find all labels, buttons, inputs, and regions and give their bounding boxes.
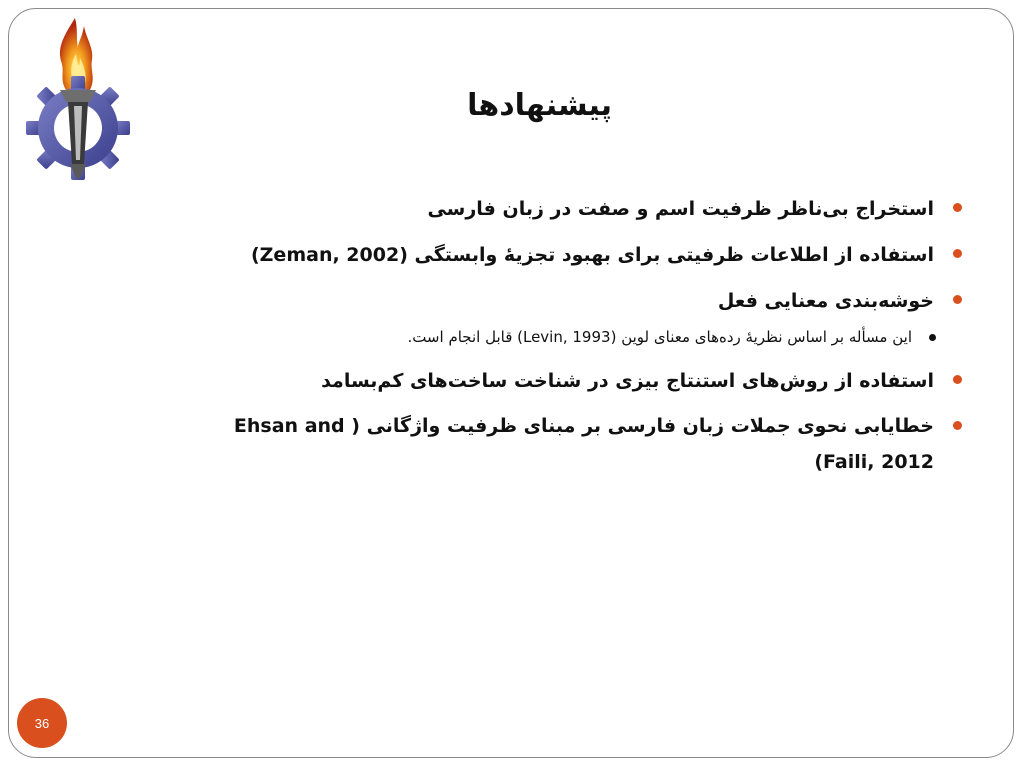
- bullet-dot-icon: [953, 421, 962, 430]
- sub-bullet-item: [176, 322, 966, 352]
- sub-bullet-text: این مسأله بر اساس نظریهٔ رده‌های معنای لوین (Levin, 1993) قابل انجام است.: [407, 328, 912, 346]
- bullet-text: استفاده از روش‌های استنتاج بیزی در شناخت ساخت‌های کم‌بسامد: [321, 370, 934, 392]
- page-number-badge: 36: [17, 698, 67, 748]
- bullet-item: [176, 236, 966, 274]
- bullet-dot-icon: [929, 334, 936, 341]
- bullet-text: استفاده از اطلاعات ظرفیتی برای بهبود تجزیهٔ وابستگی (Zeman, 2002): [250, 244, 934, 266]
- bullet-dot-icon: [953, 203, 962, 212]
- bullet-text: خوشه‌بندی معنایی فعل: [717, 290, 934, 312]
- bullet-dot-icon: [953, 249, 962, 258]
- bullet-item: [176, 282, 966, 320]
- bullet-text: استخراج بی‌ناظر ظرفیت اسم و صفت در زبان فارسی: [427, 198, 934, 220]
- bullet-text: خطایابی نحوی جملات زبان فارسی بر مبنای ظرفیت واژگانی ( Ehsan and Faili, 2012): [233, 415, 934, 473]
- slide-title: پیشنهادها: [467, 88, 612, 123]
- bullet-list: [176, 190, 966, 488]
- bullet-dot-icon: [953, 295, 962, 304]
- bullet-item: [176, 190, 966, 228]
- bullet-item: [176, 408, 966, 480]
- bullet-item: [176, 362, 966, 400]
- bullet-dot-icon: [953, 375, 962, 384]
- torch-gear-icon: [20, 14, 136, 182]
